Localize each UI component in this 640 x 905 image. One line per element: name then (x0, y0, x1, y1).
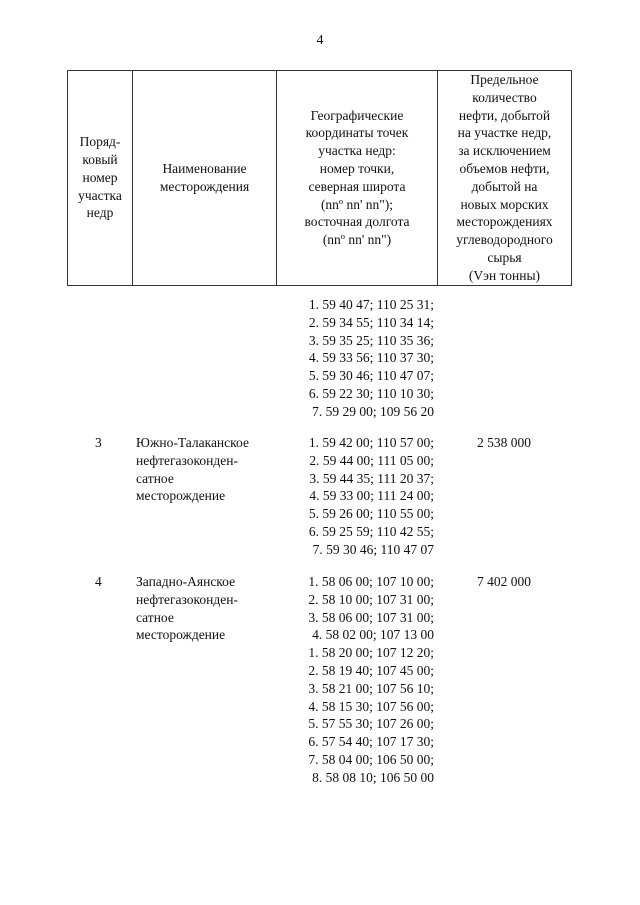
coordinate-point: 2. 58 10 00; 107 31 00; (308, 591, 434, 607)
coordinate-point: 8. 58 08 10; 106 50 00 (312, 769, 434, 785)
coordinate-point: 4. 59 33 00; 111 24 00; (309, 488, 434, 504)
coordinate-point: 1. 59 42 00; 110 57 00; (308, 435, 434, 450)
coordinates-list (279, 296, 434, 421)
coordinate-point: 3. 59 44 35; 111 20 37; (309, 470, 434, 486)
coordinate-point: 1. 58 20 00; 107 12 20; (308, 645, 434, 661)
coordinate-point: 6. 59 22 30; 110 10 30; (308, 385, 434, 401)
coordinate-point: 1. 59 40 47; 110 25 31; (308, 297, 434, 312)
row-number: 4 (95, 574, 102, 589)
coordinate-point: 7. 58 04 00; 106 50 00; (308, 751, 434, 767)
header-row-number: Поряд- ковый номер участка недр (68, 71, 133, 286)
coordinate-point: 3. 58 21 00; 107 56 10; (308, 680, 434, 696)
table-header (67, 70, 572, 286)
header-field-name: Наименование месторождения (133, 71, 277, 286)
oil-limit-value: 2 538 000 (477, 435, 531, 450)
header-coordinates: Географические координаты точек участка недр: номер точки, северная широта (nnº nn' nn"); восточная долгота (nnº nn' nn") (277, 71, 438, 286)
coordinate-point: 4. 58 15 30; 107 56 00; (308, 698, 434, 714)
coordinate-point: 5. 59 26 00; 110 55 00; (308, 506, 434, 522)
coordinate-point: 5. 57 55 30; 107 26 00; (308, 716, 434, 732)
coordinate-point: 2. 58 19 40; 107 45 00; (308, 662, 434, 678)
coordinate-point: 4. 59 33 56; 110 37 30; (308, 350, 434, 366)
coordinate-point: 7. 59 30 46; 110 47 07 (312, 541, 434, 557)
field-name: Южно-Талаканское нефтегазоконден- сатное месторождение (136, 435, 249, 504)
coordinate-point: 2. 59 44 00; 111 05 00; (309, 452, 434, 468)
coordinate-point: 3. 59 35 25; 110 35 36; (308, 332, 434, 348)
page-number: 4 (316, 33, 324, 48)
coordinates-list (279, 434, 434, 559)
oil-limit-value: 7 402 000 (477, 574, 531, 589)
coordinate-point: 6. 59 25 59; 110 42 55; (308, 523, 434, 539)
coordinate-point: 6. 57 54 40; 107 17 30; (308, 734, 434, 750)
row-number: 3 (95, 435, 102, 450)
header-oil-limit: Предельное количество нефти, добытой на участке недр, за исключением объемов нефти, добытой на новых морских месторождениях углеводородного сырья (Vэн тонны) (438, 71, 572, 286)
coordinate-point: 1. 58 06 00; 107 10 00; (308, 574, 434, 589)
coordinate-point: 3. 58 06 00; 107 31 00; (308, 609, 434, 625)
coordinate-point: 7. 59 29 00; 109 56 20 (312, 403, 434, 419)
coordinate-point: 5. 59 30 46; 110 47 07; (308, 368, 434, 384)
field-name: Западно-Аянское нефтегазоконден- сатное месторождение (136, 574, 238, 643)
coordinate-point: 4. 58 02 00; 107 13 00 (312, 627, 434, 643)
coordinate-point: 2. 59 34 55; 110 34 14; (308, 314, 434, 330)
coordinates-list (279, 573, 434, 787)
